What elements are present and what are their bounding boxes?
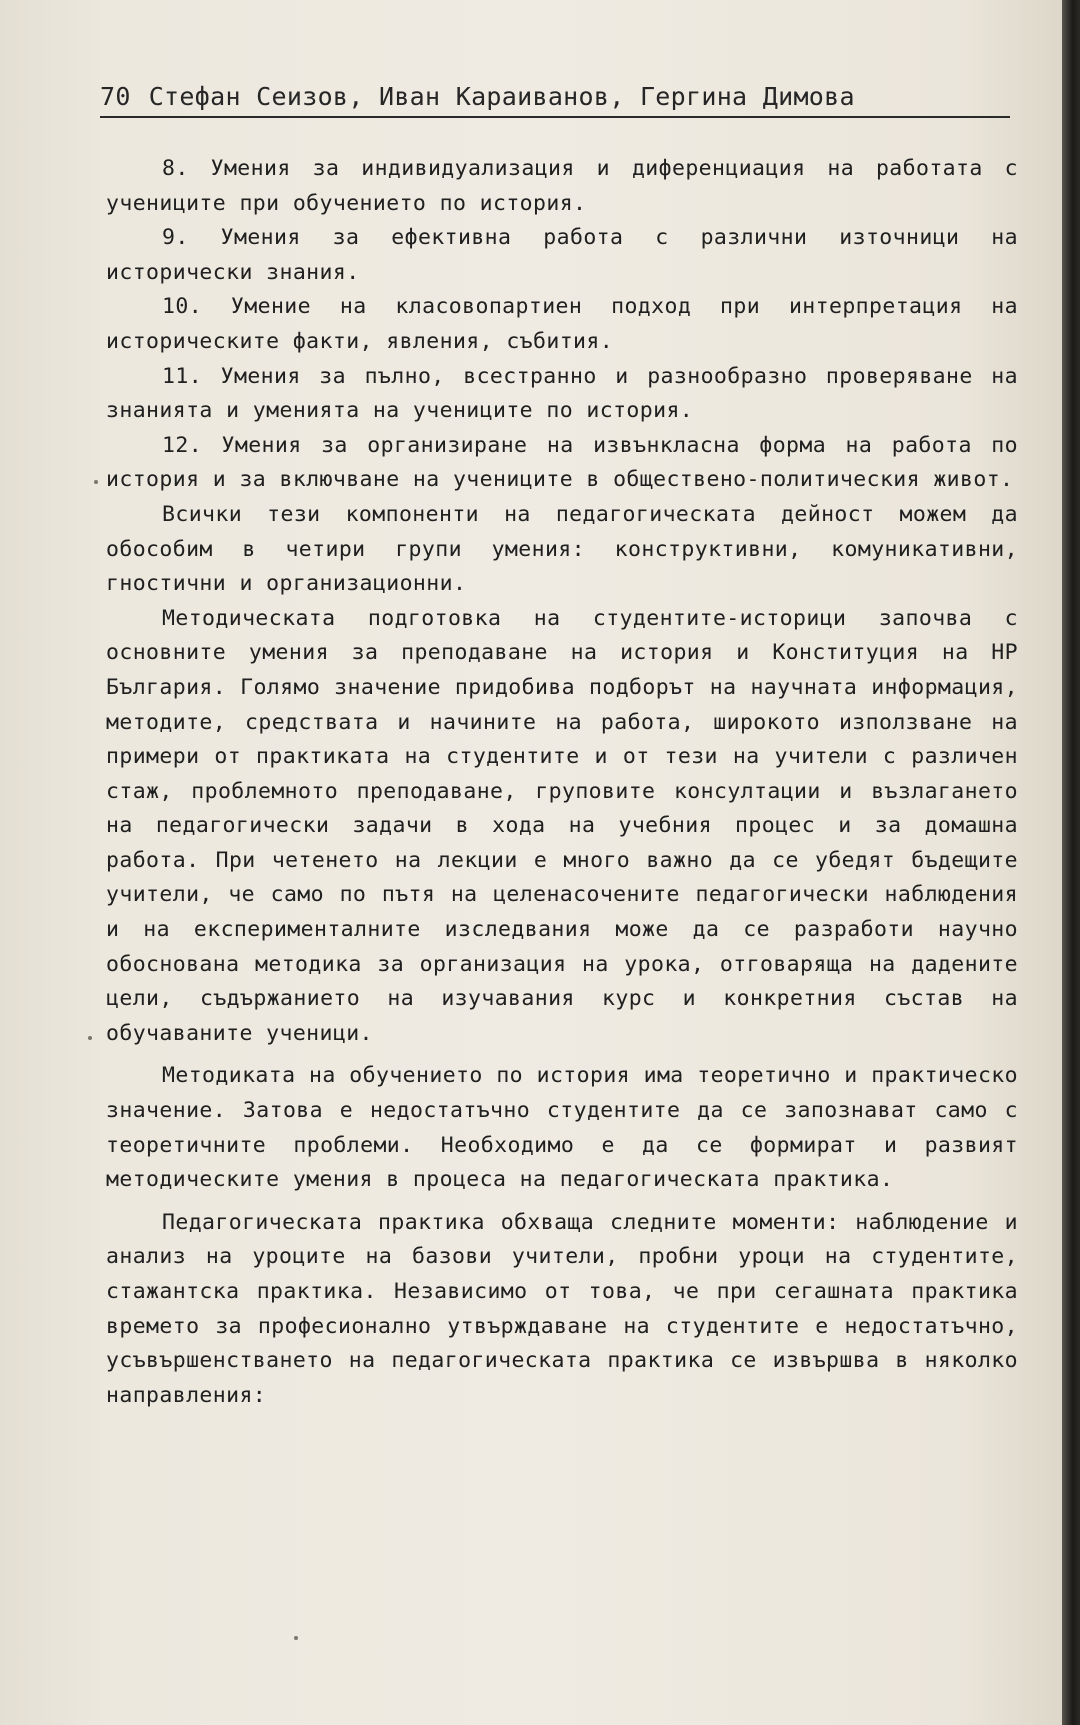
paragraph-methodical-training: Методическата подготовка на студентите-историци започва с основните умения за преподаване на история и Конституция на НР България. Голямо значение придобива подборът на научната информация, методите, средствата и начините на работа, широкото използване на примери от практиката на студентите и от тези на учители с различен стаж, проблемното преподаване, груповите консултации и възлагането на педагогически задачи в хода на учебния процес и за домашна работа. При четенето на лекции е много важно да се убедят бъдещите учители, че само по пътя на целенасочените педагогически наблюдения и на експерименталните изследвания може да се разработи научно обоснована методика за организация на урока, отговаряща на дадените цели, съдържанието на изучавания курс и конкретния състав на обучаваните ученици. bbox=[106, 605, 1018, 1046]
list-item-12: 12. Умения за организиране на извънкласна форма на работа по история и за включване на учениците в обществено-политическия живот. bbox=[106, 432, 1018, 493]
paragraph-pedagogical-practice: Педагогическата практика обхваща следните моменти: наблюдение и анализ на уроците на базови учители, пробни уроци на студентите, стажантска практика. Независимо от това, че при сегашната практика времето за професионално утвърждаване на студентите е недостатъчно, усъвършенстването на педагогическата практика се извършва в няколко направления: bbox=[106, 1209, 1018, 1408]
book-binding-edge bbox=[1062, 0, 1080, 1725]
paragraph-skill-groups: Всички тези компоненти на педагогическата дейност можем да обособим в четири групи умения: конструктивни, комуникативни, гностични и организационни. bbox=[106, 501, 1018, 597]
paper-speck bbox=[94, 480, 98, 484]
list-item-9: 9. Умения за ефективна работа с различни източници на исторически знания. bbox=[106, 225, 1018, 285]
list-item-11: 11. Умения за пълно, всестранно и разнообразно проверяване на знанията и уменията на учениците по история. bbox=[106, 363, 1018, 424]
paper-speck bbox=[88, 1036, 92, 1040]
running-header bbox=[100, 82, 1010, 118]
list-item-8: 8. Умения за индивидуализация и диференциация на работата с учениците при обучението по история. bbox=[106, 156, 1018, 216]
page-number: 70 bbox=[100, 82, 131, 111]
paper-speck bbox=[294, 1636, 298, 1640]
list-item-10: 10. Умение на класовопартиен подход при интерпретация на историческите факти, явления, събития. bbox=[106, 294, 1018, 354]
header-authors: Стефан Сеизов, Иван Караиванов, Гергина Димова bbox=[148, 82, 855, 111]
paragraph-methodology-significance: Методиката на обучението по история има теоретично и практическо значение. Затова е недостатъчно студентите да се запознават само с теоретичните проблеми. Необходимо е да се формират и развият методическите умения в процеса на педагогическата практика. bbox=[106, 1063, 1018, 1193]
page-body bbox=[106, 152, 1018, 1413]
